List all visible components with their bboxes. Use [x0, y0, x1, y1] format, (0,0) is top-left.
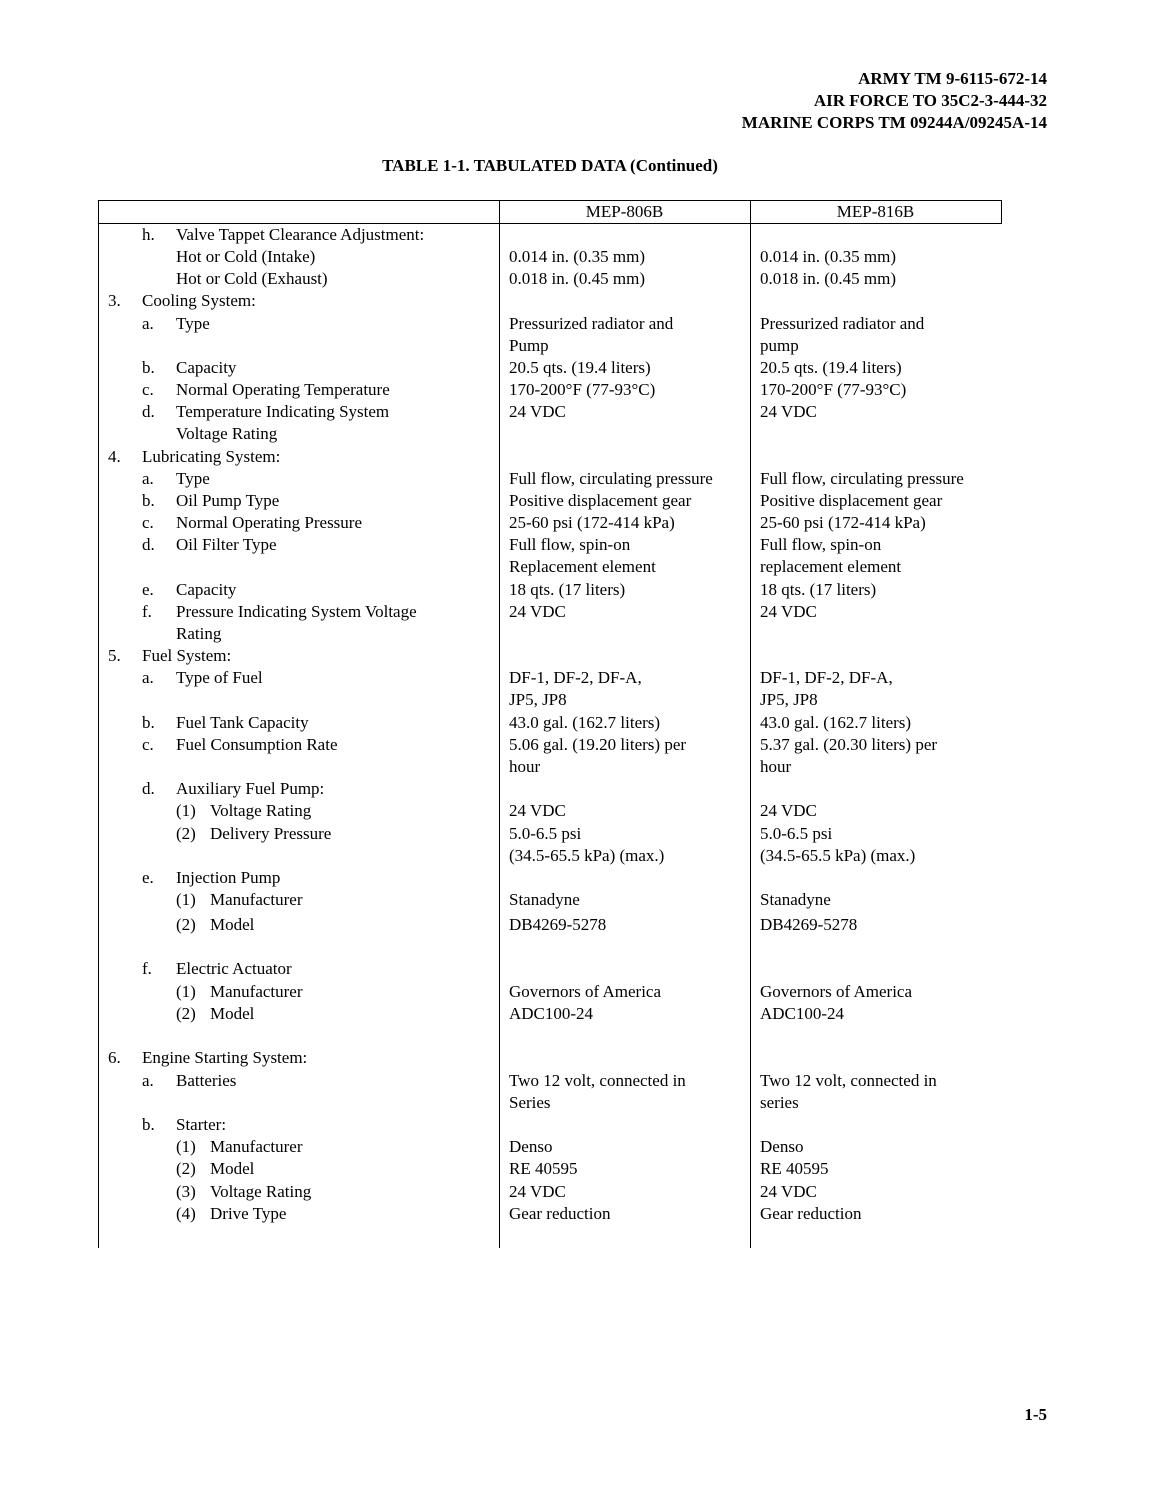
table-row: [98, 1181, 1002, 1203]
value-mep-816b: Stanadyne: [760, 890, 831, 909]
value-mep-816b: DF-1, DF-2, DF-A,: [760, 668, 893, 687]
row-paren-number: (1): [176, 801, 196, 820]
table-row: [98, 734, 1002, 756]
row-letter-or-heading: c.: [142, 380, 154, 399]
document-header: [742, 68, 1047, 134]
table-row: [98, 845, 1002, 867]
value-mep-816b: 24 VDC: [760, 602, 817, 621]
row-paren-number: (1): [176, 890, 196, 909]
table-row: [98, 556, 1002, 578]
value-mep-816b: 0.018 in. (0.45 mm): [760, 269, 896, 288]
value-mep-816b: 18 qts. (17 liters): [760, 580, 877, 599]
table-row: [98, 778, 1002, 800]
value-mep-816b: 24 VDC: [760, 402, 817, 421]
row-letter-or-heading: a.: [142, 668, 154, 687]
row-letter-or-heading: Cooling System:: [142, 291, 256, 310]
value-mep-816b: Full flow, circulating pressure: [760, 469, 964, 488]
value-mep-816b: Full flow, spin-on: [760, 535, 882, 554]
value-mep-806b: 5.0-6.5 psi: [509, 824, 582, 843]
value-mep-816b: Pressurized radiator and: [760, 314, 925, 333]
value-mep-816b: 43.0 gal. (162.7 liters): [760, 713, 912, 732]
table-row: [98, 889, 1002, 911]
row-letter-or-heading: a.: [142, 1071, 154, 1090]
value-mep-806b: DF-1, DF-2, DF-A,: [509, 668, 642, 687]
value-mep-816b: series: [760, 1093, 799, 1112]
row-label: Capacity: [176, 580, 237, 599]
value-mep-806b: (34.5-65.5 kPa) (max.): [509, 846, 665, 865]
value-mep-816b: 25-60 psi (172-414 kPa): [760, 513, 926, 532]
row-sub-label: Model: [210, 915, 255, 934]
row-letter-or-heading: d.: [142, 402, 155, 421]
value-mep-806b: 24 VDC: [509, 801, 566, 820]
table-row: [98, 601, 1002, 623]
table-row: [98, 268, 1002, 290]
value-mep-806b: 25-60 psi (172-414 kPa): [509, 513, 675, 532]
value-mep-816b: ADC100-24: [760, 1004, 845, 1023]
row-number: 6.: [108, 1048, 121, 1067]
table-row: [98, 246, 1002, 268]
value-mep-806b: Positive displacement gear: [509, 491, 692, 510]
row-label: Type of Fuel: [176, 668, 263, 687]
value-mep-806b: Gear reduction: [509, 1204, 611, 1223]
table-row: [98, 823, 1002, 845]
value-mep-806b: 43.0 gal. (162.7 liters): [509, 713, 661, 732]
row-sub-label: Model: [210, 1004, 255, 1023]
row-letter-or-heading: Fuel System:: [142, 646, 232, 665]
row-paren-number: (3): [176, 1182, 196, 1201]
row-letter-or-heading: b.: [142, 713, 155, 732]
row-sub-label: Model: [210, 1159, 255, 1178]
row-letter-or-heading: d.: [142, 779, 155, 798]
tabulated-data-table: [98, 200, 1002, 1248]
value-mep-806b: hour: [509, 757, 541, 776]
table-row: [98, 490, 1002, 512]
value-mep-806b: 24 VDC: [509, 1182, 566, 1201]
row-letter-or-heading: b.: [142, 491, 155, 510]
value-mep-816b: replacement element: [760, 557, 902, 576]
value-mep-806b: Stanadyne: [509, 890, 580, 909]
row-label: Oil Pump Type: [176, 491, 280, 510]
value-mep-806b: Pump: [509, 336, 549, 355]
value-mep-806b: 18 qts. (17 liters): [509, 580, 626, 599]
row-number: 5.: [108, 646, 121, 665]
header-line-airforce: AIR FORCE TO 35C2-3-444-32: [813, 91, 1047, 110]
row-letter-or-heading: Lubricating System:: [142, 447, 281, 466]
row-letter-or-heading: f.: [142, 602, 152, 621]
row-label: Normal Operating Temperature: [176, 380, 390, 399]
row-letter-or-heading: e.: [142, 868, 154, 887]
table-row: [98, 867, 1002, 889]
table-row: [98, 1047, 1002, 1069]
value-mep-816b: RE 40595: [760, 1159, 829, 1178]
value-mep-816b: 20.5 qts. (19.4 liters): [760, 358, 902, 377]
table-row: [98, 1092, 1002, 1114]
value-mep-806b: RE 40595: [509, 1159, 578, 1178]
value-mep-816b: 5.37 gal. (20.30 liters) per: [760, 735, 938, 754]
value-mep-806b: Replacement element: [509, 557, 656, 576]
value-mep-816b: Two 12 volt, connected in: [760, 1071, 937, 1090]
row-label: Hot or Cold (Exhaust): [176, 269, 328, 288]
value-mep-806b: Full flow, circulating pressure: [509, 469, 713, 488]
row-sub-label: Manufacturer: [210, 890, 303, 909]
value-mep-806b: ADC100-24: [509, 1004, 594, 1023]
row-label: Pressure Indicating System Voltage: [176, 602, 417, 621]
table-row: [98, 712, 1002, 734]
row-number: 4.: [108, 447, 121, 466]
row-letter-or-heading: c.: [142, 513, 154, 532]
table-row: [98, 468, 1002, 490]
value-mep-806b: 24 VDC: [509, 602, 566, 621]
row-paren-number: (1): [176, 1137, 196, 1156]
table-row: [98, 335, 1002, 357]
value-mep-816b: Positive displacement gear: [760, 491, 943, 510]
table-row: [98, 981, 1002, 1003]
row-label: Electric Actuator: [176, 959, 292, 978]
row-label: Hot or Cold (Intake): [176, 247, 316, 266]
row-paren-number: (2): [176, 1159, 196, 1178]
row-label: Capacity: [176, 358, 237, 377]
page-number: 1-5: [1024, 1405, 1047, 1424]
row-label: Fuel Tank Capacity: [176, 713, 309, 732]
row-label: Injection Pump: [176, 868, 281, 887]
value-mep-806b: Full flow, spin-on: [509, 535, 631, 554]
table-row: [98, 534, 1002, 556]
table-row: [98, 1203, 1002, 1225]
table-row: [98, 401, 1002, 423]
row-letter-or-heading: d.: [142, 535, 155, 554]
table-row: [98, 645, 1002, 667]
value-mep-806b: 5.06 gal. (19.20 liters) per: [509, 735, 687, 754]
table-row: [98, 512, 1002, 534]
row-label: Auxiliary Fuel Pump:: [176, 779, 325, 798]
value-mep-806b: Governors of America: [509, 982, 662, 1001]
value-mep-816b: DB4269-5278: [760, 915, 858, 934]
row-label: Temperature Indicating System: [176, 402, 390, 421]
table-right-border: [1001, 200, 1002, 224]
row-paren-number: (2): [176, 915, 196, 934]
column-header-mep-816b: MEP-816B: [836, 202, 915, 221]
value-mep-806b: 24 VDC: [509, 402, 566, 421]
value-mep-806b: Series: [509, 1093, 551, 1112]
row-letter-or-heading: Engine Starting System:: [142, 1048, 308, 1067]
row-label: Fuel Consumption Rate: [176, 735, 338, 754]
table-row: [98, 224, 1002, 246]
row-letter-or-heading: e.: [142, 580, 154, 599]
row-number: 3.: [108, 291, 121, 310]
table-row: [98, 1114, 1002, 1136]
table-row: [98, 1070, 1002, 1092]
row-label: Starter:: [176, 1115, 227, 1134]
table-row: [98, 579, 1002, 601]
value-mep-816b: 5.0-6.5 psi: [760, 824, 833, 843]
row-label: Valve Tappet Clearance Adjustment:: [176, 225, 425, 244]
row-label: Oil Filter Type: [176, 535, 277, 554]
value-mep-806b: 20.5 qts. (19.4 liters): [509, 358, 651, 377]
row-letter-or-heading: h.: [142, 225, 155, 244]
table-row: [98, 623, 1002, 645]
table-row: [98, 689, 1002, 711]
value-mep-816b: JP5, JP8: [760, 690, 818, 709]
row-letter-or-heading: b.: [142, 358, 155, 377]
value-mep-806b: JP5, JP8: [509, 690, 567, 709]
row-letter-or-heading: b.: [142, 1115, 155, 1134]
value-mep-816b: pump: [760, 336, 799, 355]
row-letter-or-heading: f.: [142, 959, 152, 978]
row-paren-number: (2): [176, 1004, 196, 1023]
value-mep-816b: hour: [760, 757, 792, 776]
row-letter-or-heading: c.: [142, 735, 154, 754]
row-sub-label: Voltage Rating: [210, 801, 312, 820]
value-mep-816b: Denso: [760, 1137, 804, 1156]
row-sub-label: Voltage Rating: [210, 1182, 312, 1201]
table-row: [98, 800, 1002, 822]
value-mep-816b: 170-200°F (77-93°C): [760, 380, 907, 399]
row-sub-label: Manufacturer: [210, 1137, 303, 1156]
table-row: [98, 357, 1002, 379]
table-row: [98, 446, 1002, 468]
table-row: [98, 313, 1002, 335]
value-mep-816b: 0.014 in. (0.35 mm): [760, 247, 896, 266]
table-row: [98, 1136, 1002, 1158]
column-header-mep-806b: MEP-806B: [585, 202, 664, 221]
value-mep-816b: Governors of America: [760, 982, 913, 1001]
row-letter-or-heading: a.: [142, 314, 154, 333]
table-row: [98, 290, 1002, 312]
row-label: Rating: [176, 624, 222, 643]
value-mep-816b: 24 VDC: [760, 1182, 817, 1201]
table-row: [98, 423, 1002, 445]
value-mep-806b: Pressurized radiator and: [509, 314, 674, 333]
row-label: Type: [176, 314, 210, 333]
header-line-army: ARMY TM 9-6115-672-14: [858, 69, 1047, 88]
row-label: Normal Operating Pressure: [176, 513, 363, 532]
table-row: [98, 958, 1002, 980]
value-mep-816b: Gear reduction: [760, 1204, 862, 1223]
table-row: [98, 914, 1002, 936]
row-label: Type: [176, 469, 210, 488]
value-mep-806b: 0.014 in. (0.35 mm): [509, 247, 645, 266]
table-row: [98, 756, 1002, 778]
table-row: [98, 1158, 1002, 1180]
row-sub-label: Drive Type: [210, 1204, 287, 1223]
value-mep-816b: 24 VDC: [760, 801, 817, 820]
row-label: Voltage Rating: [176, 424, 278, 443]
table-row: [98, 1003, 1002, 1025]
row-sub-label: Manufacturer: [210, 982, 303, 1001]
row-paren-number: (1): [176, 982, 196, 1001]
value-mep-806b: Two 12 volt, connected in: [509, 1071, 686, 1090]
row-label: Batteries: [176, 1071, 237, 1090]
value-mep-806b: DB4269-5278: [509, 915, 607, 934]
table-row: [98, 379, 1002, 401]
row-paren-number: (4): [176, 1204, 196, 1223]
table-title: TABLE 1-1. TABULATED DATA (Continued): [382, 156, 718, 175]
row-sub-label: Delivery Pressure: [210, 824, 332, 843]
value-mep-816b: (34.5-65.5 kPa) (max.): [760, 846, 916, 865]
header-line-marines: MARINE CORPS TM 09244A/09245A-14: [741, 113, 1047, 132]
value-mep-806b: 0.018 in. (0.45 mm): [509, 269, 645, 288]
value-mep-806b: Denso: [509, 1137, 553, 1156]
table-row: [98, 667, 1002, 689]
value-mep-806b: 170-200°F (77-93°C): [509, 380, 656, 399]
row-letter-or-heading: a.: [142, 469, 154, 488]
row-paren-number: (2): [176, 824, 196, 843]
